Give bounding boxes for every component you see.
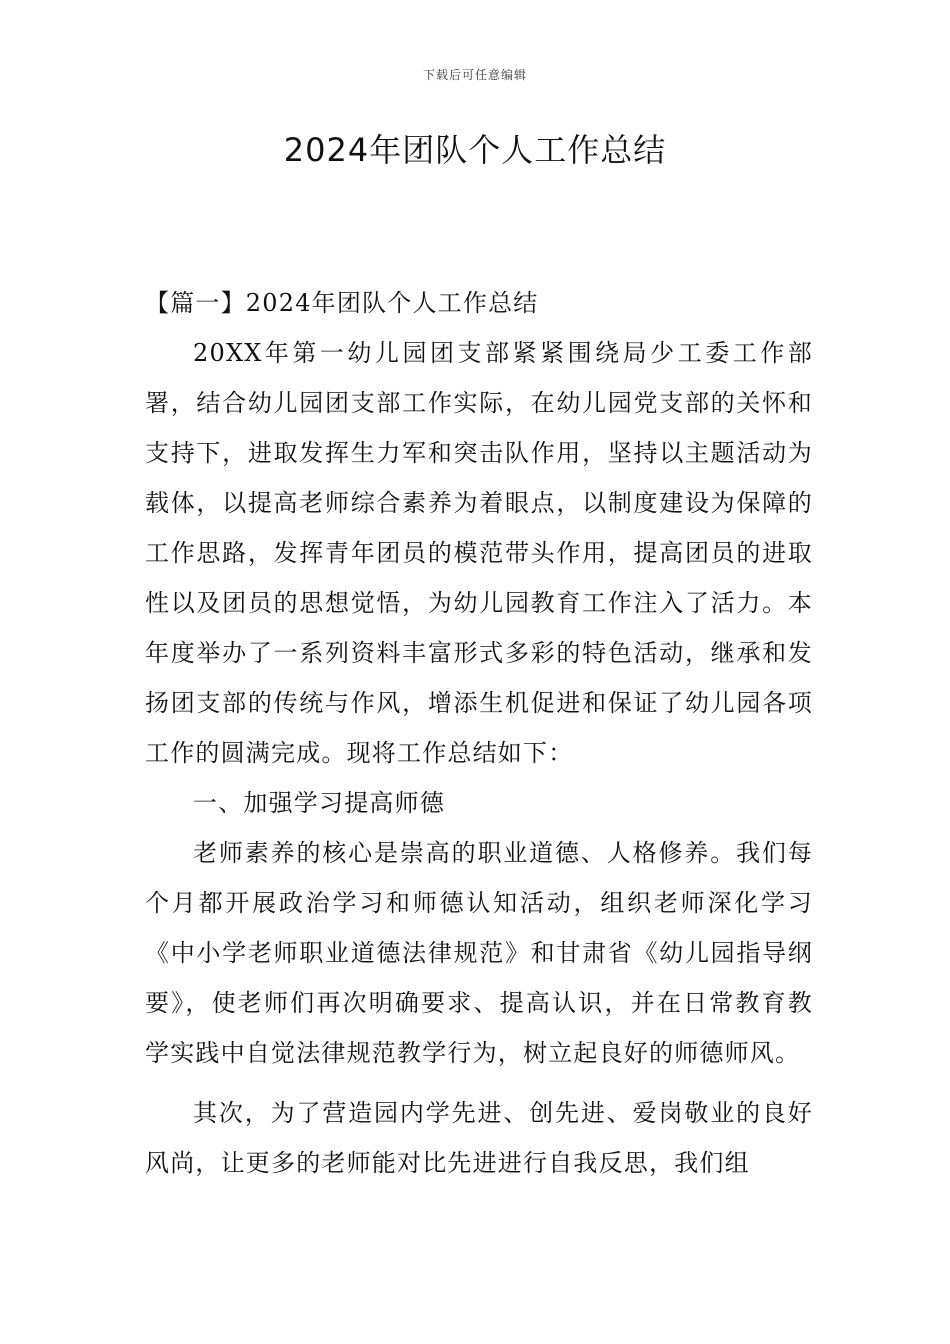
paragraph-intro: 20XX年第一幼儿园团支部紧紧围绕局少工委工作部署，结合幼儿园团支部工作实际，在幼儿园党支部的关怀和支持下，进取发挥生力军和突击队作用，坚持以主题活动为载体，以提高老师综合素养为着眼点，以制度建设为保障的工作思路，发挥青年团员的模范带头作用，提高团员的进取性以及团员的思想觉悟，为幼儿园教育工作注入了活力。本年度举办了一系列资料丰富形式多彩的特色活动，继承和发扬团支部的传统与作风，增添生机促进和保证了幼儿园各项工作的圆满完成。现将工作总结如下： — [145, 339, 813, 767]
paragraph-ethics: 老师素养的核心是崇高的职业道德、人格修养。我们每个月都开展政治学习和师德认知活动，组织老师深化学习《中小学老师职业道德法律规范》和甘肃省《幼儿园指导纲要》，使老师们再次明确要求、提高认识，并在日常教育教学实践中自觉法律规范教学行为，树立起良好的师德师风。 — [145, 839, 813, 1067]
page-title: 2024年团队个人工作总结 — [283, 131, 667, 169]
header-note: 下载后可任意编辑 — [422, 68, 527, 82]
section-heading: 一、加强学习提高师德 — [193, 789, 445, 817]
part-heading: 【篇一】2024年团队个人工作总结 — [145, 289, 539, 317]
document-body — [145, 278, 813, 1188]
paragraph-secondly: 其次，为了营造园内学先进、创先进、爱岗敬业的良好风尚，让更多的老师能对比先进进行自我反思，我们组 — [145, 1099, 813, 1177]
